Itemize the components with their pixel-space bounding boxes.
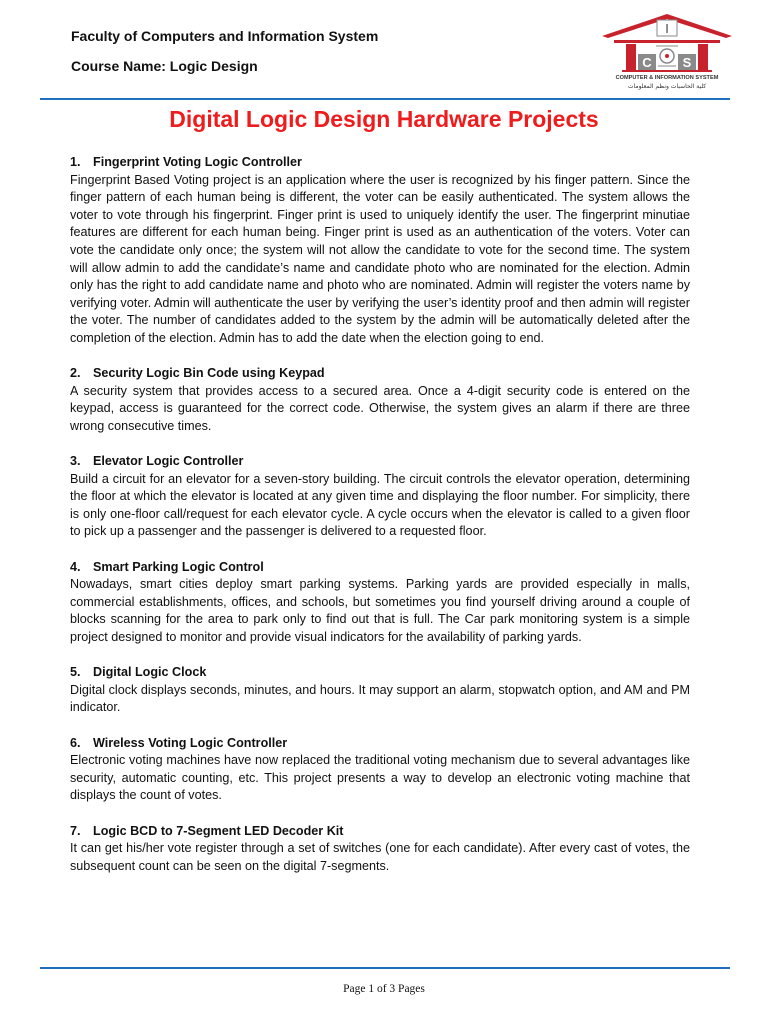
project-heading — [70, 559, 690, 577]
project-description: It can get his/her vote register through a set of switches (one for each candidate). After every cast of votes, the subsequent count can be seen on the digital 7-segments. — [70, 841, 690, 873]
projects-list — [70, 154, 690, 893]
page-title: Digital Logic Design Hardware Projects — [169, 106, 599, 132]
project-item — [70, 823, 690, 876]
project-heading — [70, 154, 690, 172]
project-title: Digital Logic Clock — [93, 665, 207, 680]
project-title: Security Logic Bin Code using Keypad — [93, 366, 325, 381]
project-description: Fingerprint Based Voting project is an application where the user is recognized by his finger pattern. Since the finger pattern of each human being is different, the voter can be easily authenticated. The system allows the voter to vote through his fingerprint. Finger print is used to uniquely identify the user. The fingerprint minutiae features are different for each human being. Finger print is used as an authentication of the voters. Voter can vote the candidate only once; the system will not allow the candidate to vote for the second time. The system will allow admin to add the candidate’s name and candidate photo who are nominated for the election. Admin only has the right to add candidate name and photo who are nominated. Admin will register the voters name by verifying voter. Admin will authenticate the user by verifying the user’s identity proof and then admin will register the voter. The number of candidates added to the system by the admin will be automatically deleted after the completion of the election. Admin has to add the date when the election going to end. — [70, 172, 690, 345]
project-number: 7. — [70, 823, 81, 838]
project-item — [70, 664, 690, 717]
project-title: Elevator Logic Controller — [93, 454, 244, 469]
project-heading — [70, 365, 690, 383]
header-divider — [40, 98, 730, 100]
project-number: 1. — [70, 155, 81, 169]
project-number: 5. — [70, 665, 81, 680]
logo-letter-s: S — [682, 55, 692, 70]
project-number: 2. — [70, 366, 81, 381]
project-description: Nowadays, smart cities deploy smart parking systems. Parking yards are provided especially in malls, commercial establishments, offices, and schools, but sometimes you find yourself driving around a couple of blocks scanning for the area to park only to find out that is full. The Car park monitoring system is a simple project designed to monitor and provide visual indicators for the availability of parking yards. — [70, 577, 690, 645]
faculty-logo — [592, 10, 742, 92]
project-description: Build a circuit for an elevator for a seven-story building. The circuit controls the elevator operation, determining the floor at which the elevator is located at any given time and displaying the floor number. For simplicity, there is only one-floor call/request for each elevator cycle. A cycle occurs when the elevator is called to a given floor to pick up a passenger and the passenger is delivered to a requested floor. — [70, 471, 690, 539]
logo-letter-c: C — [642, 55, 652, 70]
project-title: Fingerprint Voting Logic Controller — [93, 155, 302, 169]
project-item — [70, 365, 690, 435]
project-number: 4. — [70, 559, 81, 574]
project-heading — [70, 664, 690, 682]
project-heading — [70, 823, 690, 841]
project-description: A security system that provides access to a secured area. Once a 4-digit security code is entered on the keypad, access is guaranteed for the correct code. Otherwise, the system gives an alarm if there are three wrong consecutive times. — [70, 383, 690, 433]
logo-caption-arabic: كلية الحاسبات ونظم المعلومات — [627, 83, 707, 90]
project-title: Wireless Voting Logic Controller — [93, 735, 288, 750]
project-heading — [70, 735, 690, 753]
project-description: Electronic voting machines have now replaced the traditional voting mechanism due to several advantages like security, automatic counting, etc. This project presents a way to develop an electronic voting machine that displays the count of votes. — [70, 753, 690, 803]
project-title: Logic BCD to 7-Segment LED Decoder Kit — [93, 823, 344, 838]
logo-caption-english: COMPUTER & INFORMATION SYSTEM — [615, 75, 719, 81]
project-item — [70, 453, 690, 541]
faculty-name: Faculty of Computers and Information System — [71, 28, 379, 44]
project-item — [70, 735, 690, 805]
logo-letter-i: I — [665, 21, 669, 36]
project-item — [70, 559, 690, 647]
course-name: Course Name: Logic Design — [71, 58, 258, 74]
project-heading — [70, 453, 690, 471]
project-number: 3. — [70, 454, 81, 469]
project-number: 6. — [70, 735, 81, 750]
project-item — [70, 154, 690, 348]
footer-divider — [40, 967, 730, 969]
project-description: Digital clock displays seconds, minutes, and hours. It may support an alarm, stopwatch option, and AM and PM indicator. — [70, 682, 690, 715]
page-number: Page 1 of 3 Pages — [343, 983, 425, 995]
project-title: Smart Parking Logic Control — [93, 559, 264, 574]
